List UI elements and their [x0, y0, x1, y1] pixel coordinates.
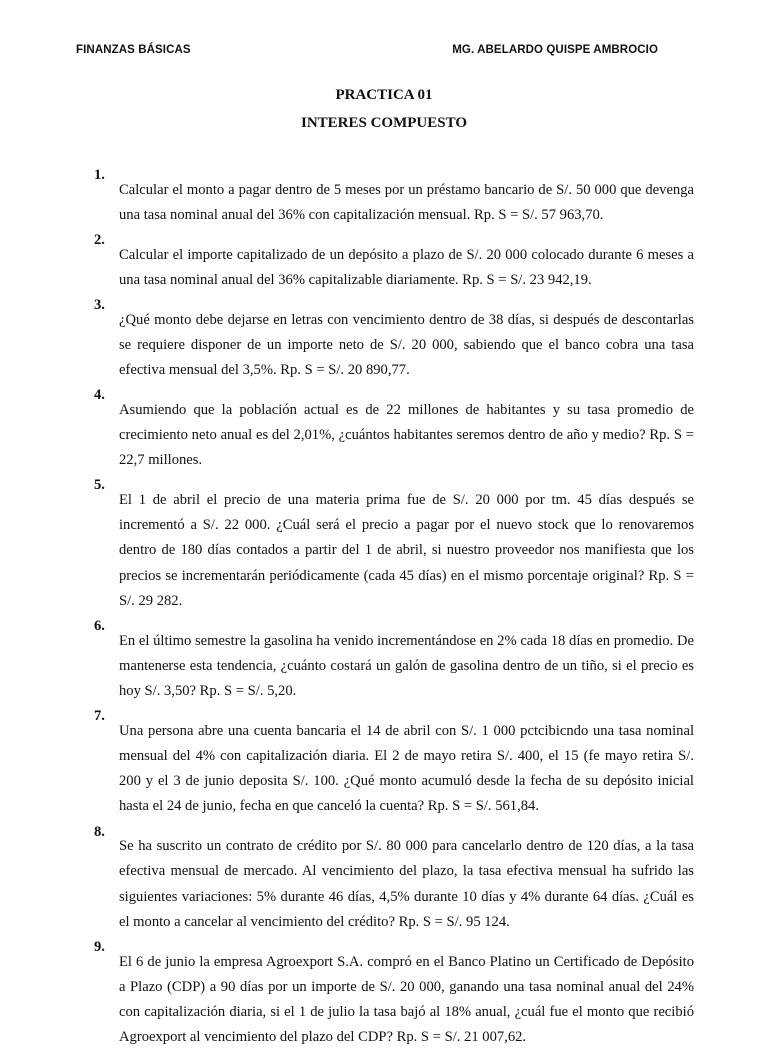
exercise-number: 9.	[94, 939, 105, 956]
exercise-number: 2.	[94, 232, 105, 248]
exercise-text: Una persona abre una cuenta bancaria el 14 de abril con S/. 1 000 pctcibicndo una tasa nominal mensual del 4% con capitalización diaria. El 2 de mayo retira S/. 400, el 15 (fe mayo retira S/. 200 y el 3 de junio deposita S/. 100. ¿Qué monto acumuló desde la fecha de su depósito inicial hasta el 24 de junio, fecha en que canceló la cuenta? Rp. S = S/. 561,84.	[119, 722, 694, 815]
exercise-item	[94, 704, 694, 819]
exercise-item	[94, 163, 694, 228]
course-title: FINANZAS BÁSICAS	[76, 44, 191, 56]
exercise-text: Calcular el monto a pagar dentro de 5 meses por un préstamo bancario de S/. 50 000 que devenga una tasa nominal anual del 36% con capitalización mensual. Rp. S = S/. 57 963,70.	[119, 181, 694, 223]
exercise-number: 5.	[94, 477, 105, 494]
exercise-list	[94, 163, 694, 1050]
title-block	[0, 86, 768, 142]
exercise-number: 3.	[94, 297, 105, 313]
exercise-item	[94, 293, 694, 383]
exercise-number: 4.	[94, 387, 105, 404]
exercise-number: 6.	[94, 618, 105, 635]
exercise-text: Calcular el importe capitalizado de un depósito a plazo de S/. 20 000 colocado durante 6 meses a una tasa nominal anual del 36% capitalizable diariamente. Rp. S = S/. 23 942,19.	[119, 246, 694, 288]
exercise-number: 1.	[94, 167, 105, 183]
exercise-item	[94, 614, 694, 704]
exercise-text: En el último semestre la gasolina ha venido incrementándose en 2% cada 18 días en promedio. De mantenerse esta tendencia, ¿cuánto costará un galón de gasolina dentro de un tiño, si el precio es hoy S/. 3,50? Rp. S = S/. 5,20.	[119, 632, 694, 700]
exercise-text: El 6 de junio la empresa Agroexport S.A. compró en el Banco Platino un Certificado de Depósito a Plazo (CDP) a 90 días por un importe de S/. 20 000, ganando una tasa nominal anual del 24% con capitalización diaria, si el 1 de julio la tasa bajó al 18% anual, ¿cuál fue el monto que recibió Agroexport al vencimiento del plazo del CDP? Rp. S = S/. 21 007,62.	[119, 953, 694, 1046]
exercise-item	[94, 473, 694, 614]
exercise-item	[94, 820, 694, 935]
instructor-name: MG. ABELARDO QUISPE AMBROCIO	[452, 44, 658, 56]
exercise-item	[94, 935, 694, 1050]
practice-title: PRACTICA 01	[335, 87, 433, 103]
page-header	[76, 44, 658, 56]
exercise-text: Asumiendo que la población actual es de 22 millones de habitantes y su tasa promedio de crecimiento neto anual es del 2,01%, ¿cuántos habitantes seremos dentro de año y medio? Rp. S = 22,7 millones.	[119, 401, 694, 469]
exercise-text: ¿Qué monto debe dejarse en letras con vencimiento dentro de 38 días, si después de descontarlas se requiere disponer de un importe neto de S/. 20 000, sabiendo que el banco cobra una tasa efectiva mensual del 3,5%. Rp. S = S/. 20 890,77.	[119, 311, 694, 378]
exercise-text: El 1 de abril el precio de una materia prima fue de S/. 20 000 por tm. 45 días después se incrementó a S/. 22 000. ¿Cuál será el precio a pagar por el nuevo stock que lo renovaremos dentro de 180 días contados a partir del 1 de abril, si nuestro proveedor nos manifiesta que los precios se incrementarán periódicamente (cada 45 días) en el mismo porcentaje original? Rp. S = S/. 29 282.	[119, 492, 694, 609]
practice-subtitle: INTERES COMPUESTO	[300, 115, 467, 131]
exercise-item	[94, 383, 694, 473]
exercise-number: 8.	[94, 823, 105, 840]
exercise-number: 7.	[94, 708, 105, 725]
exercise-text: Se ha suscrito un contrato de crédito por S/. 80 000 para cancelarlo dentro de 120 días, a la tasa efectiva mensual de mercado. Al vencimiento del plazo, la tasa efectiva mensual ha sufrido las siguientes variaciones: 5% durante 46 días, 4,5% durante 10 días y 4% durante 64 días. ¿Cuál es el monto a cancelar al vencimiento del crédito? Rp. S = S/. 95 124.	[119, 838, 694, 930]
exercise-item	[94, 228, 694, 293]
